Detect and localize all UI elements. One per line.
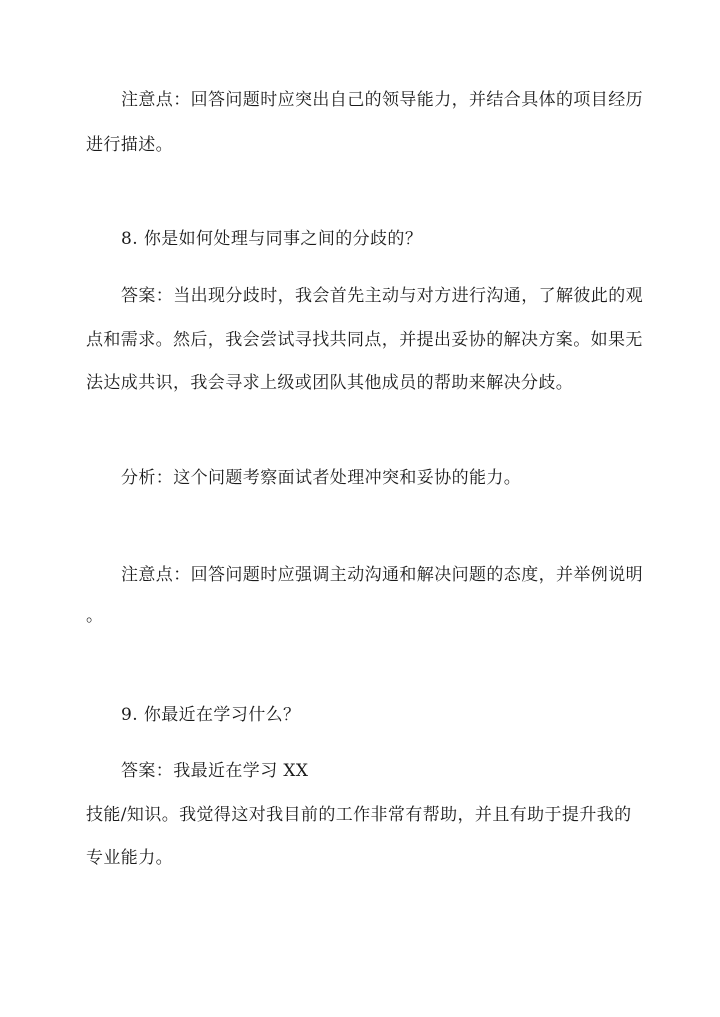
note-8-line-2: 。 bbox=[86, 606, 104, 626]
answer-8-line-3: 法达成共识，我会寻求上级或团队其他成员的帮助来解决分歧。 bbox=[86, 373, 574, 393]
answer-8-line-2: 点和需求。然后，我会尝试寻找共同点，并提出妥协的解决方案。如果无 bbox=[86, 330, 643, 350]
answer-9-line-1: 答案：我最近在学习 XX bbox=[121, 761, 309, 781]
analysis-8: 分析：这个问题考察面试者处理冲突和妥协的能力。 bbox=[121, 468, 522, 488]
question-8: 8. 你是如何处理与同事之间的分歧的？ bbox=[121, 229, 423, 249]
answer-9-line-3: 专业能力。 bbox=[86, 848, 173, 868]
note-7-line-1: 注意点：回答问题时应突出自己的领导能力，并结合具体的项目经历 bbox=[121, 90, 643, 110]
answer-9-line-2: 技能/知识。我觉得这对我目前的工作非常有帮助，并且有助于提升我的 bbox=[86, 805, 632, 825]
note-8-line-1: 注意点：回答问题时应强调主动沟通和解决问题的态度，并举例说明 bbox=[121, 565, 643, 585]
question-9: 9. 你最近在学习什么？ bbox=[121, 705, 301, 725]
answer-8-line-1: 答案：当出现分歧时，我会首先主动与对方进行沟通，了解彼此的观 bbox=[121, 286, 643, 306]
note-7-line-2: 进行描述。 bbox=[86, 135, 173, 155]
